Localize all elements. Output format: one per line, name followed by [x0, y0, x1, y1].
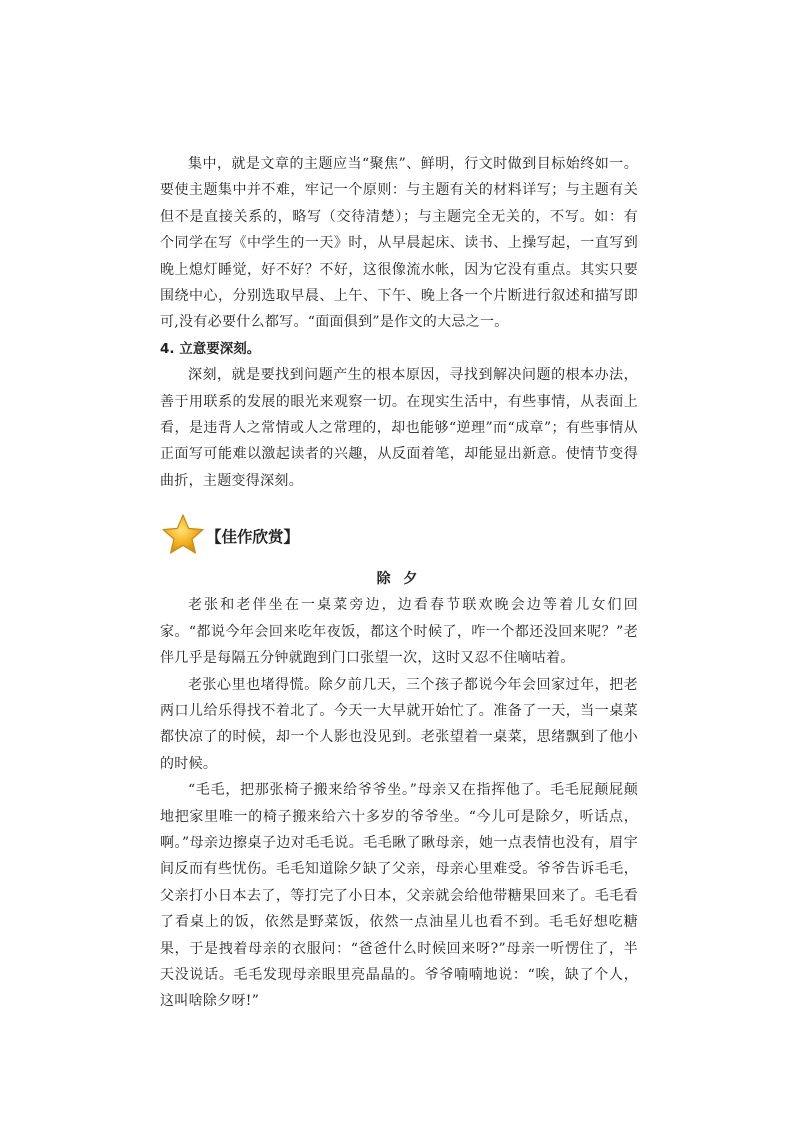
article-title: 除 夕: [376, 571, 422, 588]
point-4-heading: 4. 立意要深刻。: [160, 340, 261, 357]
article-paragraph-2: 老张心里也堵得慌。除夕前几天，三个孩子都说今年会回家过年，把老两口儿给乐得找不着北了。今天一大早就开始忙了。准备了一天，当一桌菜都快凉了的时候，却一个人影也没见到。老张望着一桌菜，思绪飘到了他小的时候。: [160, 676, 638, 772]
star-icon: [160, 512, 206, 558]
article-paragraph-3: “毛毛，把那张椅子搬来给爷爷坐。”母亲又在指挥他了。毛毛屁颠屁颠地把家里唯一的椅子搬来给六十多岁的爷爷坐。“今儿可是除夕，听话点，啊。”母亲边擦桌子边对毛毛说。毛毛瞅了瞅母亲，她一点表情也没有，眉宇间反而有些忧伤。毛毛知道除夕缺了父亲，母亲心里难受。爷爷告诉毛毛，父亲打小日本去了，等打完了小日本，父亲就会给他带糖果回来了。毛毛看了看桌上的饭，依然是野菜饭，依然一点油星儿也看不到。毛毛好想吃糖果，于是拽着母亲的衣服问：“爸爸什么时候回来呀?”母亲一听愣住了，半天没说话。毛毛发现母亲眼里亮晶晶的。爷爷喃喃地说：“唉，缺了个人，这叫啥除夕呀!”: [160, 782, 638, 1010]
article-paragraph-1: 老张和老伴坐在一桌菜旁边，边看春节联欢晚会边等着儿女们回家。“都说今年会回来吃年夜饭，都这个时候了，咋一个都还没回来呢？”老伴几乎是每隔五分钟就跑到门口张望一次，这时又忍不住嘀咕着。: [160, 597, 638, 667]
document-body: [160, 151, 638, 1015]
section-title: 【佳作欣赏】: [206, 528, 300, 547]
section-header: [160, 512, 638, 562]
intro-paragraph: 集中，就是文章的主题应当“聚焦”、鲜明，行文时做到目标始终如一。要使主题集中并不难，牢记一个原则：与主题有关的材料详写；与主题有关但不是直接关系的，略写（交待清楚）；与主题完全无关的，不写。如：有个同学在写《中学生的一天》时，从早晨起床、读书、上操写起，一直写到晚上熄灯睡觉，好不好？不好，这很像流水帐，因为它没有重点。其实只要围绕中心，分别选取早晨、上午、下午、晚上各一个片断进行叙述和描写即可,没有必要什么都写。“面面俱到”是作文的大忌之一。: [160, 156, 638, 331]
point-4-paragraph: 深刻，就是要找到问题产生的根本原因，寻找到解决问题的根本办法，善于用联系的发展的眼光来观察一切。在现实生活中，有些事情，从表面上看，是违背人之常情或人之常理的，却也能够“逆理”而“成章”；有些事情从正面写可能难以激起读者的兴趣，从反面着笔，却能显出新意。使情节变得曲折，主题变得深刻。: [160, 367, 638, 489]
